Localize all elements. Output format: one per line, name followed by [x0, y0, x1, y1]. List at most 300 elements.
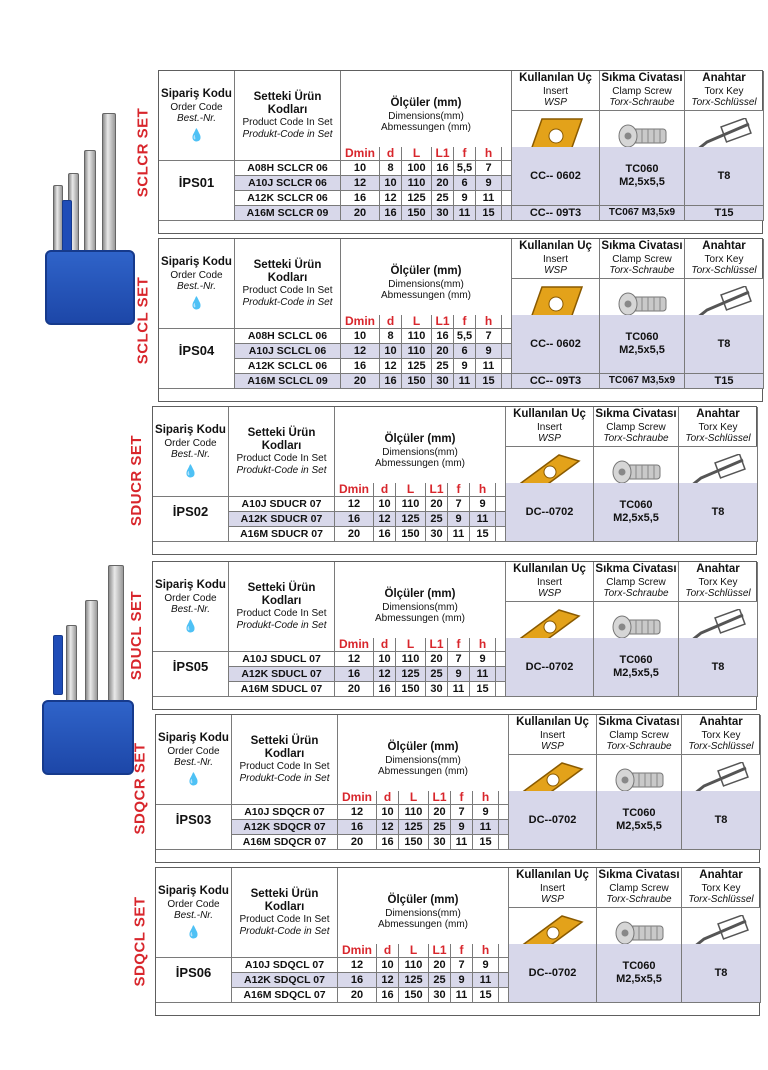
order-code-header-de: Best.-Nr. [173, 757, 214, 769]
dimension-value-cell: 11 [476, 359, 502, 374]
order-code-header-tr: Sipariş Kodu [155, 579, 226, 592]
order-code-header-de: Best.-Nr. [173, 910, 214, 922]
key-header [682, 715, 761, 755]
key-header-de: Torx-Schlüssel [691, 97, 757, 109]
dimension-value-cell: 16 [338, 973, 377, 988]
insert-header-tr: Kullanılan Uç [519, 72, 592, 85]
key-header [679, 562, 758, 602]
product-code-cell: A12K SDQCL 07 [232, 973, 338, 988]
key-header [685, 239, 764, 279]
key-header-tr: Anahtar [699, 869, 743, 882]
product-code-cell: A08H SCLCR 06 [235, 161, 341, 176]
insert-header [509, 715, 597, 755]
product-code-cell: A16M SCLCR 09 [235, 206, 341, 221]
screw-header-en: Clamp Screw [606, 421, 666, 433]
dimension-value-cell: 12 [380, 191, 402, 206]
set-codes-header-en: Product Code In Set [236, 608, 327, 620]
screw-header-en: Clamp Screw [609, 882, 669, 894]
dimension-value-cell: 12 [335, 652, 374, 667]
screw-header-en: Clamp Screw [612, 253, 672, 265]
set-codes-header-de: Produkt-Code in Set [236, 464, 327, 476]
dimension-column-header: f [451, 791, 473, 805]
product-code-cell: A10J SDQCL 07 [232, 958, 338, 973]
dimension-column-header: h [476, 315, 502, 329]
insert-header-tr: Kullanılan Uç [513, 408, 586, 421]
screw-header [597, 715, 682, 755]
dimension-value-cell: 11 [448, 682, 470, 697]
dimension-value-cell: 9 [451, 820, 473, 835]
dimensions-header-tr: Ölçüler (mm) [387, 894, 459, 907]
dimension-value-cell: 16 [432, 329, 454, 344]
dimension-filler [499, 820, 509, 835]
dimension-column-header: Dmin [338, 944, 377, 958]
dimension-value-cell: 110 [396, 497, 426, 512]
screw-header-de: Torx-Schraube [606, 894, 672, 906]
set-codes-header [235, 239, 341, 329]
set-codes-header [235, 71, 341, 161]
product-code-cell: A12K SDUCL 07 [229, 667, 335, 682]
clamp-screw-value: TC060 M2,5x5,5 [594, 638, 679, 697]
dimension-column-header: d [377, 791, 399, 805]
dimension-column-header: L1 [429, 791, 451, 805]
dimension-value-cell: 12 [341, 176, 380, 191]
product-table-block [152, 406, 757, 555]
insert-header [512, 71, 600, 111]
dimension-value-cell: 110 [402, 329, 432, 344]
dimension-value-cell: 30 [432, 374, 454, 389]
dimensions-header-de: Abmessungen (mm) [377, 766, 469, 778]
dimension-column-header: h [470, 483, 496, 497]
insert-code-value-large: CC-- 09T3 [512, 374, 600, 389]
dimension-value-cell: 6 [454, 344, 476, 359]
dimension-value-cell: 10 [380, 176, 402, 191]
dimension-column-header: L [396, 638, 426, 652]
dimension-filler [496, 638, 506, 652]
dimension-column-header: Dmin [335, 483, 374, 497]
dimension-value-cell: 110 [399, 958, 429, 973]
dimension-value-cell: 150 [402, 374, 432, 389]
set-label-text: SCLCL SET [134, 276, 152, 364]
dimension-value-cell: 25 [432, 359, 454, 374]
order-code-header-en: Order Code [170, 269, 223, 281]
dimension-value-cell: 10 [377, 805, 399, 820]
product-photo-sclc-set [40, 105, 140, 325]
order-code-value: İPS05 [153, 638, 229, 697]
set-codes-header-tr: Setteki Ürün Kodları [250, 887, 319, 913]
order-code-header-de: Best.-Nr. [170, 604, 211, 616]
dimension-column-header: L [399, 791, 429, 805]
product-code-cell: A12K SDQCR 07 [232, 820, 338, 835]
key-header-en: Torx Key [701, 882, 741, 894]
insert-header-en: Insert [536, 576, 562, 588]
dimension-value-cell: 30 [432, 206, 454, 221]
product-code-cell: A08H SCLCL 06 [235, 329, 341, 344]
insert-header-de: WSP [544, 265, 567, 277]
dimension-value-cell: 16 [380, 374, 402, 389]
set-codes-header [229, 407, 335, 497]
dimension-column-header: L1 [432, 147, 454, 161]
coolant-tap-icon: 💧 [183, 463, 198, 478]
dimension-value-cell: 9 [454, 359, 476, 374]
dimension-value-cell: 9 [476, 344, 502, 359]
dimension-column-header: d [374, 638, 396, 652]
product-code-cell: A12K SCLCR 06 [235, 191, 341, 206]
dimension-filler [496, 512, 506, 527]
dimension-value-cell: 15 [473, 835, 499, 850]
set-label-text: SDUCR SET [128, 434, 146, 527]
torx-key-value-large: T15 [685, 206, 764, 221]
dimension-value-cell: 150 [396, 527, 426, 542]
dimension-column-header: Dmin [341, 315, 380, 329]
order-code-header-de: Best.-Nr. [176, 281, 217, 293]
coolant-tap-icon: 💧 [186, 771, 201, 786]
set-codes-header-de: Produkt-Code in Set [239, 772, 330, 784]
set-codes-header-en: Product Code In Set [239, 914, 330, 926]
insert-code-value: DC--0702 [506, 483, 594, 542]
dimension-value-cell: 16 [432, 161, 454, 176]
dimension-value-cell: 30 [426, 682, 448, 697]
dimension-column-header: f [451, 944, 473, 958]
coolant-tap-icon: 💧 [189, 295, 204, 310]
dimensions-header-tr: Ölçüler (mm) [384, 588, 456, 601]
dimension-value-cell: 5,5 [454, 161, 476, 176]
dimension-value-cell: 125 [402, 191, 432, 206]
dimension-column-header: f [454, 147, 476, 161]
product-code-cell: A16M SCLCL 09 [235, 374, 341, 389]
screw-header-tr: Sıkma Civatası [598, 716, 680, 729]
dimensions-header-en: Dimensions(mm) [385, 907, 461, 919]
product-code-cell: A16M SDUCR 07 [229, 527, 335, 542]
dimension-value-cell: 20 [338, 988, 377, 1003]
dimension-value-cell: 9 [448, 512, 470, 527]
dimension-value-cell: 110 [402, 176, 432, 191]
coolant-tap-icon: 💧 [186, 924, 201, 939]
set-codes-header [232, 868, 338, 958]
dimension-value-cell: 25 [432, 191, 454, 206]
dimension-value-cell: 150 [396, 682, 426, 697]
dimension-value-cell: 8 [380, 329, 402, 344]
product-table-block [158, 70, 763, 234]
dimension-value-cell: 16 [335, 667, 374, 682]
dimension-filler [502, 315, 512, 329]
dimension-value-cell: 12 [338, 958, 377, 973]
product-code-cell: A10J SDUCL 07 [229, 652, 335, 667]
dimension-filler [502, 344, 512, 359]
key-header-tr: Anahtar [702, 240, 746, 253]
dimension-filler [496, 682, 506, 697]
dimension-column-header: f [448, 638, 470, 652]
dimension-value-cell: 25 [429, 820, 451, 835]
dimension-value-cell: 10 [380, 344, 402, 359]
dimension-value-cell: 125 [402, 359, 432, 374]
dimension-column-header: Dmin [338, 791, 377, 805]
clamp-screw-value: TC060 M2,5x5,5 [600, 147, 685, 206]
dimension-value-cell: 16 [341, 359, 380, 374]
dimension-value-cell: 20 [429, 805, 451, 820]
insert-header-tr: Kullanılan Uç [513, 563, 586, 576]
screw-header [594, 407, 679, 447]
set-label-text: SDQCL SET [131, 896, 149, 987]
clamp-screw-value-large: TC067 M3,5x9 [600, 374, 685, 389]
product-code-cell: A10J SCLCR 06 [235, 176, 341, 191]
dimension-value-cell: 125 [396, 512, 426, 527]
dimension-value-cell: 25 [426, 512, 448, 527]
dimensions-header-tr: Ölçüler (mm) [384, 433, 456, 446]
dimension-filler [502, 161, 512, 176]
screw-header-de: Torx-Schraube [603, 588, 669, 600]
dimension-column-header: L1 [432, 315, 454, 329]
dimension-value-cell: 150 [399, 988, 429, 1003]
set-label-text: SDUCL SET [128, 590, 146, 681]
dimension-filler [499, 988, 509, 1003]
product-code-cell: A12K SCLCL 06 [235, 359, 341, 374]
dimension-value-cell: 16 [338, 820, 377, 835]
dimension-value-cell: 10 [377, 958, 399, 973]
torx-key-value: T8 [685, 315, 764, 374]
dimension-value-cell: 9 [454, 191, 476, 206]
set-codes-header-de: Produkt-Code in Set [242, 128, 333, 140]
dimension-value-cell: 20 [335, 527, 374, 542]
insert-code-value: DC--0702 [509, 944, 597, 1003]
dimension-column-header: h [476, 147, 502, 161]
set-label [124, 406, 150, 555]
dimensions-header-de: Abmessungen (mm) [374, 613, 466, 625]
insert-header-en: Insert [542, 253, 568, 265]
dimensions-header-en: Dimensions(mm) [385, 754, 461, 766]
dimension-value-cell: 125 [396, 667, 426, 682]
dimension-filler [496, 483, 506, 497]
dimension-filler [496, 497, 506, 512]
dimension-value-cell: 16 [341, 191, 380, 206]
dimension-value-cell: 15 [470, 682, 496, 697]
set-codes-header-de: Produkt-Code in Set [236, 619, 327, 631]
insert-header-tr: Kullanılan Uç [516, 716, 589, 729]
insert-header-de: WSP [541, 741, 564, 753]
screw-header-tr: Sıkma Civatası [595, 563, 677, 576]
dimension-column-header: d [377, 944, 399, 958]
dimension-column-header: L1 [426, 483, 448, 497]
order-code-value: İPS06 [156, 944, 232, 1003]
dimension-value-cell: 11 [473, 973, 499, 988]
order-code-value: İPS04 [159, 315, 235, 389]
screw-header-de: Torx-Schraube [609, 265, 675, 277]
dimension-value-cell: 110 [399, 805, 429, 820]
dimension-value-cell: 110 [402, 344, 432, 359]
key-header [679, 407, 758, 447]
insert-header-de: WSP [538, 433, 561, 445]
insert-header-de: WSP [541, 894, 564, 906]
insert-header-de: WSP [538, 588, 561, 600]
key-header-de: Torx-Schlüssel [685, 433, 751, 445]
dimension-value-cell: 20 [426, 652, 448, 667]
dimensions-header-de: Abmessungen (mm) [380, 290, 472, 302]
order-code-value: İPS02 [153, 483, 229, 542]
product-code-cell: A16M SDQCR 07 [232, 835, 338, 850]
set-label [130, 238, 156, 402]
product-code-cell: A16M SDQCL 07 [232, 988, 338, 1003]
dimension-value-cell: 150 [399, 835, 429, 850]
order-code-header-tr: Sipariş Kodu [158, 732, 229, 745]
key-header-tr: Anahtar [699, 716, 743, 729]
dimension-value-cell: 9 [470, 652, 496, 667]
dimension-filler [502, 206, 512, 221]
insert-header-tr: Kullanılan Uç [516, 869, 589, 882]
screw-header-en: Clamp Screw [609, 729, 669, 741]
insert-header-en: Insert [542, 85, 568, 97]
torx-key-value: T8 [685, 147, 764, 206]
dimension-value-cell: 16 [374, 527, 396, 542]
dimension-value-cell: 11 [470, 667, 496, 682]
insert-code-value: DC--0702 [506, 638, 594, 697]
dimension-column-header: L1 [429, 944, 451, 958]
screw-header [597, 868, 682, 908]
dimension-filler [499, 835, 509, 850]
insert-header [509, 868, 597, 908]
dimension-value-cell: 15 [473, 988, 499, 1003]
dimensions-header-tr: Ölçüler (mm) [387, 741, 459, 754]
screw-header-de: Torx-Schraube [606, 741, 672, 753]
insert-header-en: Insert [536, 421, 562, 433]
set-codes-header-tr: Setteki Ürün Kodları [253, 90, 322, 116]
dimension-value-cell: 30 [429, 988, 451, 1003]
dimension-filler [496, 667, 506, 682]
set-codes-header-de: Produkt-Code in Set [242, 296, 333, 308]
set-codes-header-tr: Setteki Ürün Kodları [253, 258, 322, 284]
dimension-value-cell: 20 [432, 344, 454, 359]
screw-header-tr: Sıkma Civatası [598, 869, 680, 882]
dimension-value-cell: 110 [396, 652, 426, 667]
dimension-value-cell: 20 [335, 682, 374, 697]
order-code-header-tr: Sipariş Kodu [161, 256, 232, 269]
set-label-text: SDQCR SET [131, 742, 149, 835]
dimension-value-cell: 16 [377, 835, 399, 850]
dimension-column-header: d [380, 315, 402, 329]
dimensions-header-de: Abmessungen (mm) [377, 919, 469, 931]
insert-code-value: DC--0702 [509, 791, 597, 850]
dimension-filler [502, 191, 512, 206]
product-code-cell: A10J SDUCR 07 [229, 497, 335, 512]
dimension-value-cell: 150 [402, 206, 432, 221]
dimension-column-header: d [374, 483, 396, 497]
dimension-value-cell: 9 [451, 973, 473, 988]
product-photo-sduc-set [38, 560, 138, 775]
key-header-tr: Anahtar [702, 72, 746, 85]
dimension-value-cell: 100 [402, 161, 432, 176]
dimension-value-cell: 10 [341, 329, 380, 344]
dimension-value-cell: 9 [448, 667, 470, 682]
dimension-value-cell: 15 [476, 374, 502, 389]
set-codes-header-en: Product Code In Set [239, 761, 330, 773]
screw-header-tr: Sıkma Civatası [601, 72, 683, 85]
clamp-screw-value-large: TC067 M3,5x9 [600, 206, 685, 221]
dimension-value-cell: 12 [380, 359, 402, 374]
dimension-filler [499, 805, 509, 820]
set-label [127, 714, 153, 863]
key-header-de: Torx-Schlüssel [691, 265, 757, 277]
dimension-value-cell: 7 [476, 161, 502, 176]
dimension-value-cell: 125 [399, 973, 429, 988]
dimension-value-cell: 10 [341, 161, 380, 176]
dimension-column-header: Dmin [335, 638, 374, 652]
product-table-block [155, 714, 760, 863]
dimensions-header-tr: Ölçüler (mm) [390, 265, 462, 278]
torx-key-value: T8 [679, 483, 758, 542]
insert-header-tr: Kullanılan Uç [519, 240, 592, 253]
dimension-filler [496, 652, 506, 667]
dimension-value-cell: 7 [448, 652, 470, 667]
product-code-cell: A16M SDUCL 07 [229, 682, 335, 697]
coolant-tap-icon: 💧 [183, 618, 198, 633]
key-header-de: Torx-Schlüssel [688, 894, 754, 906]
key-header-en: Torx Key [701, 729, 741, 741]
dimension-value-cell: 6 [454, 176, 476, 191]
dimension-value-cell: 16 [335, 512, 374, 527]
key-header [682, 868, 761, 908]
key-header-tr: Anahtar [696, 563, 740, 576]
dimension-value-cell: 10 [374, 652, 396, 667]
dimension-value-cell: 10 [374, 497, 396, 512]
dimension-value-cell: 9 [473, 805, 499, 820]
dimension-value-cell: 11 [454, 374, 476, 389]
key-header-de: Torx-Schlüssel [688, 741, 754, 753]
dimension-value-cell: 7 [451, 805, 473, 820]
torx-key-value-large: T15 [685, 374, 764, 389]
set-codes-header-tr: Setteki Ürün Kodları [247, 581, 316, 607]
dimension-value-cell: 11 [476, 191, 502, 206]
set-codes-header-en: Product Code In Set [236, 453, 327, 465]
product-code-cell: A12K SDUCR 07 [229, 512, 335, 527]
dimension-value-cell: 25 [426, 667, 448, 682]
order-code-header-tr: Sipariş Kodu [161, 88, 232, 101]
order-code-header-en: Order Code [170, 101, 223, 113]
dimension-filler [502, 374, 512, 389]
dimension-value-cell: 9 [476, 176, 502, 191]
screw-header [594, 562, 679, 602]
dimension-value-cell: 16 [377, 988, 399, 1003]
dimensions-header-tr: Ölçüler (mm) [390, 97, 462, 110]
torx-key-value: T8 [682, 791, 761, 850]
order-code-header-de: Best.-Nr. [176, 113, 217, 125]
screw-header [600, 71, 685, 111]
dimensions-header-en: Dimensions(mm) [382, 601, 458, 613]
dimension-value-cell: 9 [470, 497, 496, 512]
clamp-screw-value: TC060 M2,5x5,5 [597, 944, 682, 1003]
key-header-en: Torx Key [698, 421, 738, 433]
insert-header-en: Insert [539, 882, 565, 894]
dimension-value-cell: 12 [377, 973, 399, 988]
dimension-value-cell: 15 [476, 206, 502, 221]
set-codes-header-de: Produkt-Code in Set [239, 925, 330, 937]
dimension-value-cell: 11 [451, 988, 473, 1003]
torx-key-value: T8 [682, 944, 761, 1003]
dimension-value-cell: 20 [426, 497, 448, 512]
dimension-value-cell: 12 [341, 344, 380, 359]
set-codes-header-en: Product Code In Set [242, 285, 333, 297]
product-table-block [152, 561, 757, 710]
dimension-value-cell: 11 [470, 512, 496, 527]
insert-header [506, 562, 594, 602]
screw-header-en: Clamp Screw [612, 85, 672, 97]
dimension-value-cell: 8 [380, 161, 402, 176]
key-header-en: Torx Key [698, 576, 738, 588]
set-label [124, 561, 150, 710]
dimension-value-cell: 11 [454, 206, 476, 221]
screw-header-de: Torx-Schraube [603, 433, 669, 445]
dimensions-header-de: Abmessungen (mm) [380, 122, 472, 134]
dimension-column-header: L1 [426, 638, 448, 652]
torx-key-value: T8 [679, 638, 758, 697]
dimension-column-header: h [473, 944, 499, 958]
